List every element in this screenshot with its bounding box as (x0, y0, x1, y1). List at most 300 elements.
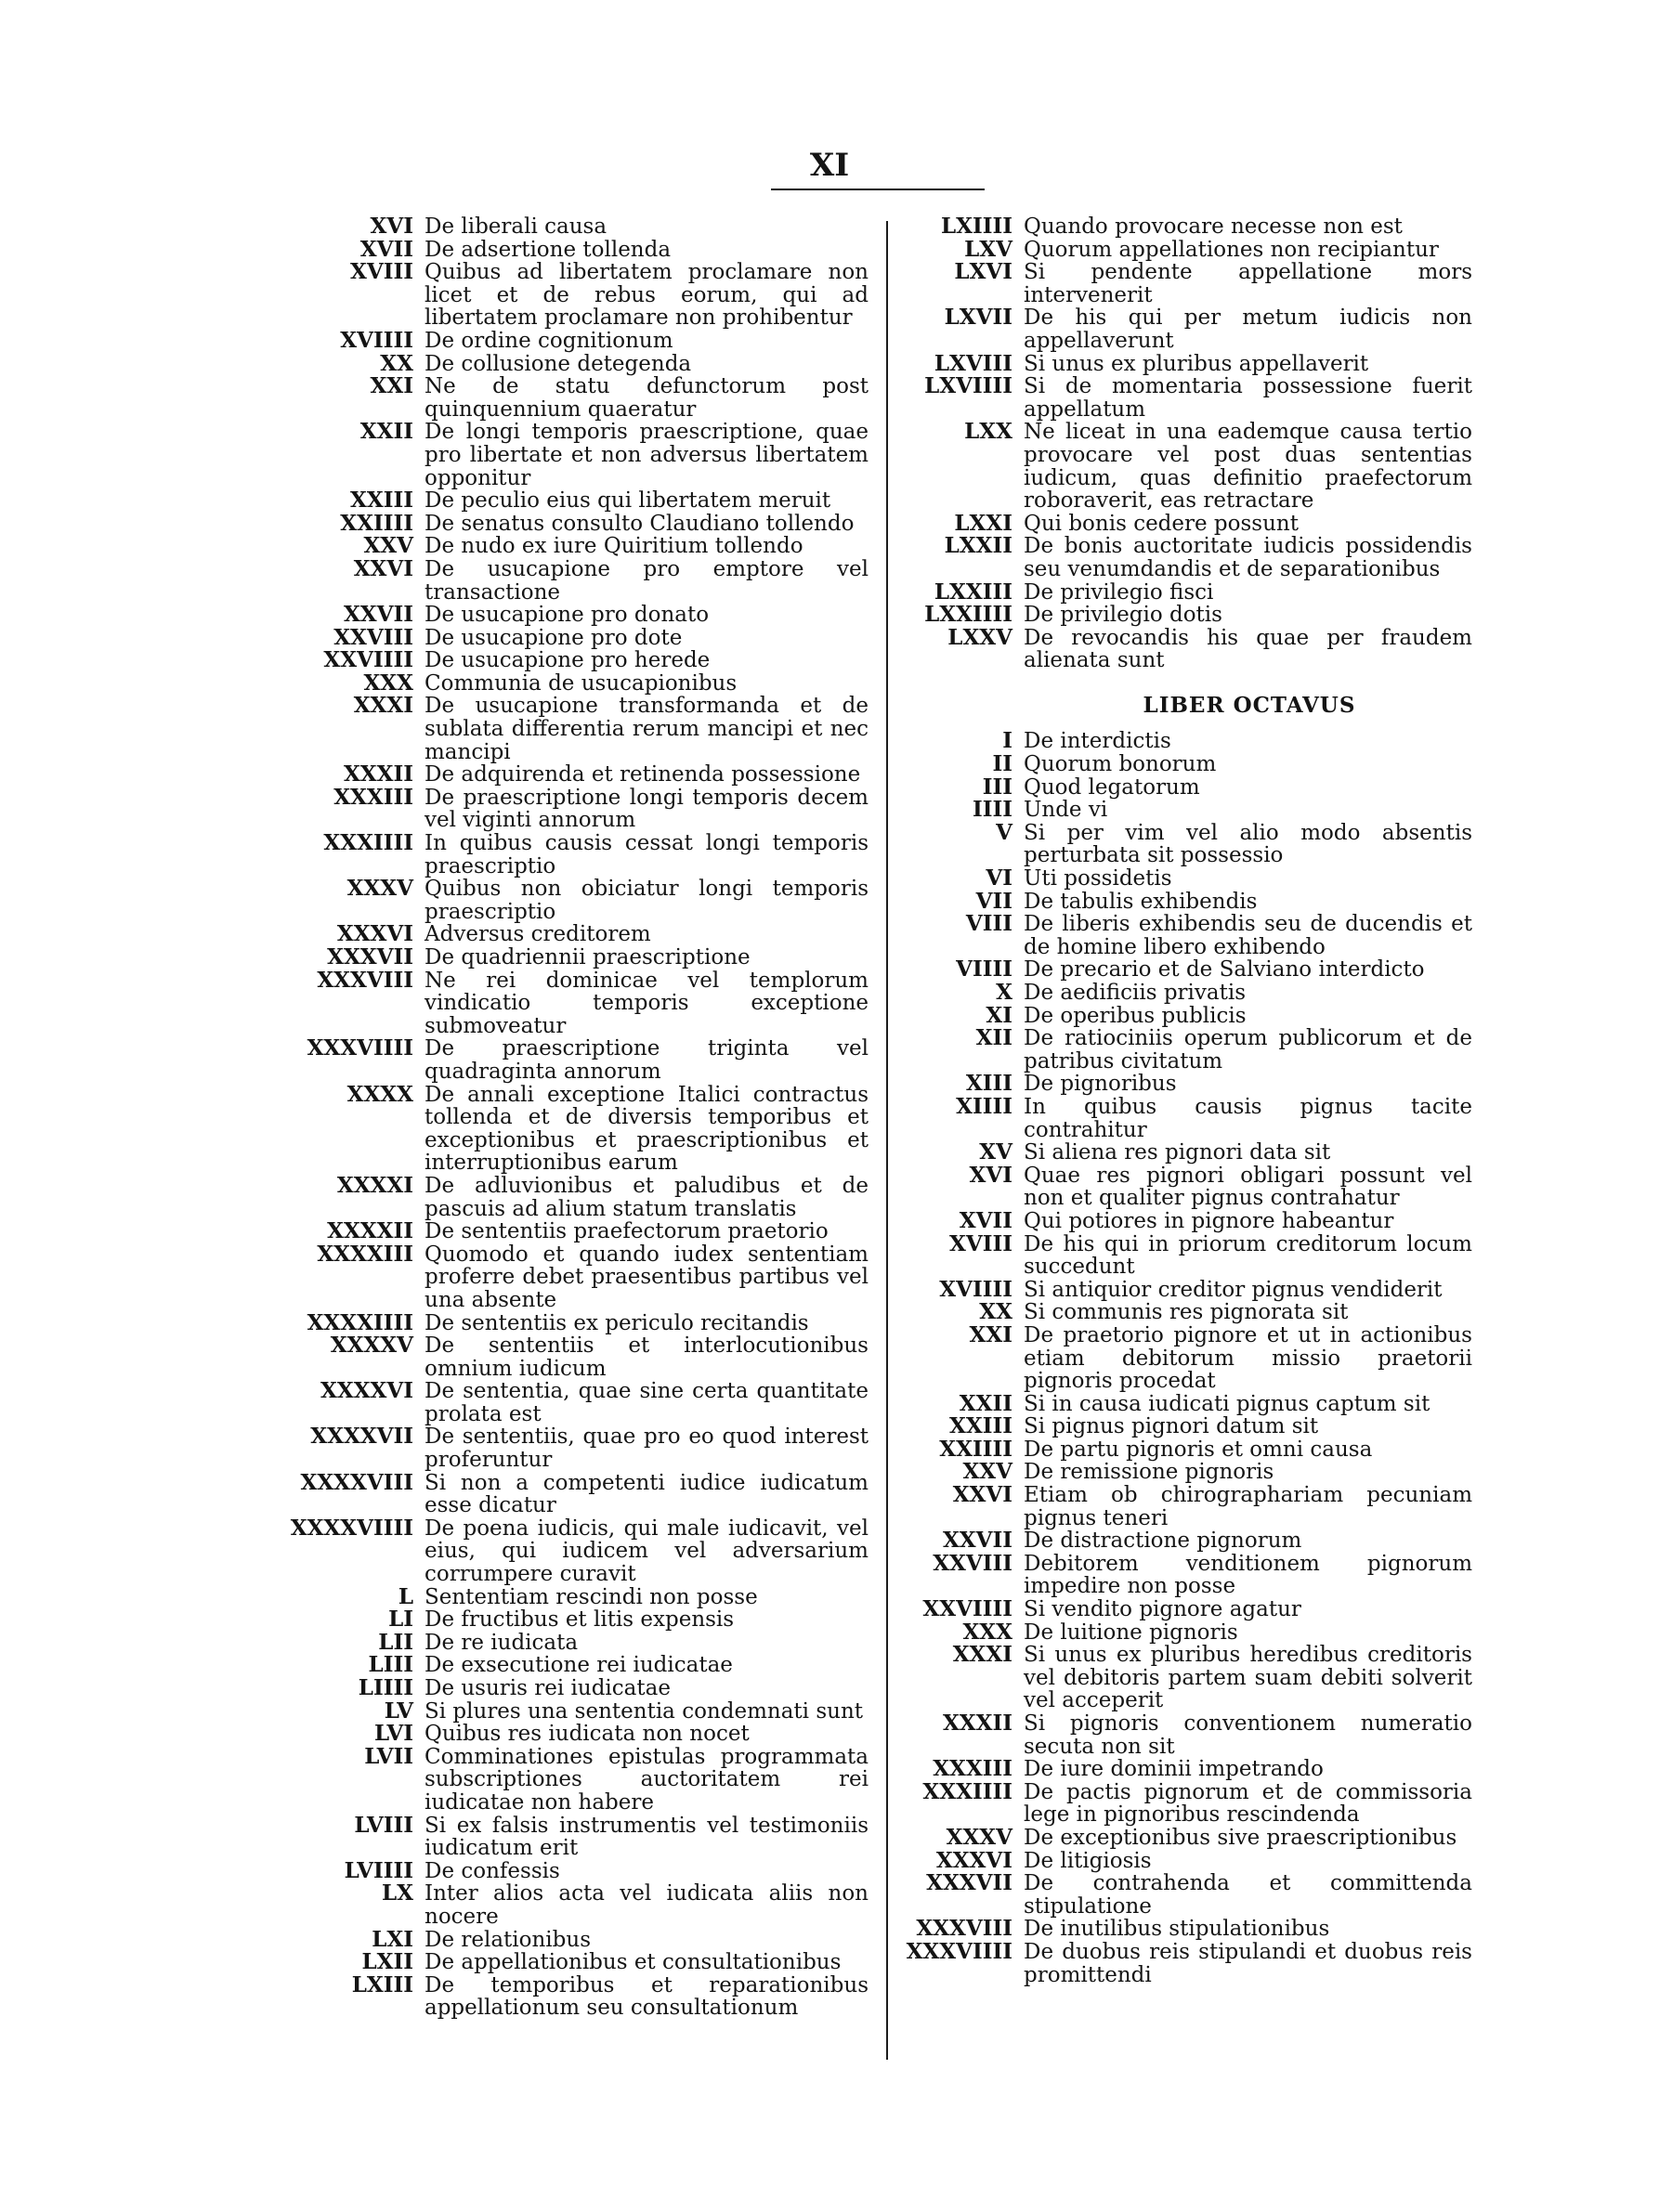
entry-number: XXII (359, 419, 413, 445)
entry-title: Si de momentaria possessione fuerit appellatum (1024, 374, 1472, 422)
entry-title: Si in causa iudicati pignus captum sit (1024, 1391, 1430, 1416)
entry-number: LXXV (947, 624, 1012, 650)
entry-title: Quibus non obiciatur longi temporis praescriptio (425, 877, 869, 924)
toc-entry (915, 1872, 1472, 1918)
entry-title: De annali exceptione Italici contractus tollenda et de diversis temporibus et exceptionibus et praescriptionibus et interruptionibus earum (425, 1082, 869, 1176)
toc-entry (279, 923, 869, 946)
entry-number: XIII (965, 1071, 1012, 1097)
right-column-top-list (915, 215, 1472, 672)
toc-entry (915, 1644, 1472, 1712)
entry-number: XXXXV (330, 1333, 413, 1359)
entry-number: XII (975, 1025, 1012, 1051)
entry-title: Si aliena res pignori data sit (1024, 1140, 1331, 1165)
entry-title: Unde vi (1024, 798, 1108, 823)
entry-number: XVIIII (340, 327, 413, 353)
entry-title: Si vendito pignore agatur (1024, 1597, 1301, 1622)
toc-entry (279, 1608, 869, 1632)
entry-number: XVIII (350, 259, 413, 285)
entry-number: XXVII (343, 602, 413, 628)
entry-title: De exsecutione rei iudicatae (425, 1653, 733, 1678)
entry-number: XI (986, 1002, 1012, 1028)
toc-entry (915, 1918, 1472, 1941)
toc-entry (915, 1438, 1472, 1462)
entry-number: XXV (363, 533, 413, 559)
entry-number: XXI (969, 1321, 1012, 1347)
toc-entry (279, 1334, 869, 1380)
entry-title: De sententiis et interlocutionibus omnium iudicum (425, 1334, 869, 1381)
right-column (906, 214, 1472, 1987)
entry-title: Qui bonis cedere possunt (1024, 511, 1299, 536)
entry-number: XXXVIIII (906, 1938, 1012, 1964)
entry-number: XV (979, 1139, 1012, 1165)
entry-number: XXXVIII (916, 1916, 1012, 1942)
entry-title: De duobus reis stipulandi et duobus reis promittendi (1024, 1939, 1472, 1987)
entry-title: De sententiis ex periculo recitandis (425, 1310, 809, 1335)
entry-number: XXXX (346, 1081, 413, 1107)
toc-entry (915, 1276, 1472, 1302)
toc-entry (915, 1778, 1472, 1828)
entry-number: XXXVIIII (307, 1035, 413, 1061)
toc-entry (915, 1141, 1472, 1165)
entry-number: XXVIIII (323, 647, 413, 673)
entry-title: De nudo ex iure Quiritium tollendo (425, 534, 803, 559)
toc-entry (915, 753, 1472, 776)
entry-title: De aedificiis privatis (1024, 981, 1246, 1005)
toc-entry (279, 421, 869, 489)
entry-number: XVI (969, 1162, 1012, 1188)
entry-title: De inutilibus stipulationibus (1024, 1917, 1330, 1942)
entry-title: De sententiis, quae pro eo quod interest proferuntur (425, 1425, 869, 1473)
entry-title: De praetorio pignore et ut in actionibus etiam debitorum missio praetorii pignoris procedat (1024, 1322, 1472, 1394)
entry-number: XXV (962, 1459, 1012, 1485)
entry-title: De usucapione pro emptore vel transactione (425, 556, 869, 605)
entry-number: XXXXIIII (307, 1309, 413, 1335)
toc-entry (915, 1207, 1472, 1233)
toc-entry (915, 604, 1472, 627)
entry-title: Etiam ob chirographariam pecuniam pignus teneri (1024, 1483, 1472, 1530)
toc-entry (279, 1882, 869, 1928)
toc-entry (915, 730, 1472, 753)
entry-title: Communia de usucapionibus (425, 670, 738, 696)
toc-entry (915, 1847, 1472, 1873)
toc-entry (915, 1230, 1472, 1280)
entry-title: Comminationes epistulas programmata subscriptiones auctoritatem rei iudicatae non habere (425, 1744, 869, 1815)
toc-entry (915, 1484, 1472, 1529)
entry-title: Si ex falsis instrumentis vel testimoniis iudicatum erit (425, 1813, 869, 1861)
entry-title: Si unus ex pluribus appellaverit (1024, 351, 1369, 376)
entry-title: De liberali causa (425, 215, 607, 239)
entry-title: De interdictis (1024, 729, 1171, 754)
entry-title: De quadriennii praescriptione (425, 945, 751, 969)
toc-entry (915, 913, 1472, 958)
entry-title: Uti possidetis (1024, 866, 1172, 891)
entry-title: Quomodo et quando iudex sententiam proferre debet praesentibus partibus vel una absente (425, 1242, 869, 1312)
entry-number: IIII (972, 797, 1012, 823)
entry-title: Si pignus pignori datum sit (1024, 1414, 1319, 1439)
toc-entry (915, 375, 1472, 421)
entry-title: Si plures una sententia condemnati sunt (425, 1698, 863, 1724)
entry-title: Sententiam rescindi non posse (425, 1584, 758, 1609)
toc-entry (279, 624, 869, 650)
entry-title: Debitorem venditionem pignorum impedire non posse (1024, 1551, 1472, 1599)
toc-entry (279, 1172, 869, 1221)
toc-entry (915, 306, 1472, 352)
entry-title: De temporibus et reparationibus appellationum seu consultationum (425, 1972, 869, 2021)
entry-number: XXXIIII (323, 830, 413, 856)
entry-title: De privilegio fisci (1024, 579, 1214, 605)
entry-number: XXIII (350, 488, 413, 514)
entry-number: LIII (368, 1652, 413, 1678)
entry-number: XVI (370, 214, 413, 239)
toc-entry (915, 1758, 1472, 1781)
toc-entry (279, 236, 869, 262)
entry-title: De ordine cognitionum (425, 328, 673, 353)
entry-title: Si communis res pignorata sit (1024, 1300, 1349, 1325)
entry-title: De fructibus et litis expensis (425, 1607, 735, 1633)
entry-number: II (992, 751, 1012, 777)
left-column (279, 215, 869, 2020)
toc-entry (279, 784, 869, 833)
toc-entry (915, 1529, 1472, 1553)
toc-entry (915, 1621, 1472, 1645)
toc-entry (279, 695, 869, 763)
header-rule (771, 189, 985, 190)
toc-entry (915, 1093, 1472, 1142)
toc-entry (279, 649, 869, 672)
entry-number: LII (378, 1629, 413, 1655)
entry-number: XXXII (343, 761, 413, 787)
entry-title: De sententiis praefectorum praetorio (425, 1219, 829, 1244)
toc-entry (915, 982, 1472, 1005)
entry-number: XVIIII (939, 1276, 1012, 1302)
toc-entry (279, 878, 869, 923)
toc-entry (279, 1243, 869, 1312)
entry-number: LXIIII (940, 214, 1012, 239)
toc-entry (915, 261, 1472, 306)
toc-entry (915, 1712, 1472, 1758)
entry-title: De adquirenda et retinenda possessione (425, 762, 861, 787)
entry-title: De luitione pignoris (1024, 1620, 1238, 1645)
entry-title: De poena iudicis, qui male iudicavit, vel eius, qui iudicem vel adversarium corrumpere curavit (425, 1516, 869, 1587)
entry-title: Qui potiores in pignore habeantur (1024, 1208, 1394, 1233)
entry-number: XXX (363, 670, 413, 696)
entry-number: III (982, 774, 1012, 800)
entry-number: XXVI (952, 1482, 1012, 1508)
entry-number: XXXXVIIII (290, 1515, 413, 1541)
book-heading: LIBER OCTAVUS (1143, 692, 1356, 718)
entry-title: Si antiquior creditor pignus vendiderit (1024, 1277, 1443, 1302)
entry-number: LI (388, 1607, 413, 1633)
entry-number: XXXV (346, 876, 413, 902)
entry-title: De tabulis exhibendis (1024, 889, 1258, 914)
toc-entry (279, 1812, 869, 1861)
entry-number: XVII (359, 236, 413, 262)
toc-entry (279, 350, 869, 376)
entry-number: XXVIII (333, 624, 413, 650)
entry-title: Ne de statu defunctorum post quinquennium quaeratur (425, 374, 869, 422)
entry-title: De peculio eius qui libertatem meruit (425, 488, 831, 514)
column-divider (886, 221, 888, 2060)
entry-number: XXXVII (327, 944, 413, 969)
entry-title: Quorum bonorum (1024, 752, 1217, 777)
entry-number: LVII (364, 1743, 413, 1769)
toc-entry (279, 1951, 869, 1974)
entry-number: XVIII (949, 1230, 1012, 1256)
entry-number: LXVIIII (924, 373, 1012, 399)
toc-entry (279, 1425, 869, 1471)
toc-entry (915, 1461, 1472, 1484)
entry-title: De liberis exhibendis seu de ducendis et de homine libero exhibendo (1024, 912, 1472, 959)
toc-entry (915, 1824, 1472, 1850)
entry-number: XXXXII (327, 1218, 413, 1244)
toc-entry (279, 510, 869, 536)
toc-entry (915, 888, 1472, 914)
toc-entry (915, 958, 1472, 982)
toc-entry (915, 1162, 1472, 1211)
entry-number: XXIIII (939, 1436, 1012, 1462)
toc-entry (279, 969, 869, 1038)
entry-title: De usucapione pro donato (425, 603, 710, 628)
right-column-book-list (906, 728, 1472, 1987)
toc-entry (279, 604, 869, 627)
toc-entry (279, 1700, 869, 1724)
entry-number: XXXIII (933, 1756, 1012, 1782)
toc-entry (915, 867, 1472, 891)
entry-title: Inter alios acta vel iudicata aliis non nocere (425, 1881, 869, 1929)
entry-title: De praescriptione triginta vel quadraginta annorum (425, 1036, 869, 1084)
toc-entry (279, 1380, 869, 1425)
toc-entry (906, 1938, 1472, 1987)
toc-entry (915, 581, 1472, 605)
entry-title: De bonis auctoritate iudicis possidendis seu venumdandis et de separationibus (1024, 534, 1472, 581)
entry-number: XXVI (353, 555, 413, 581)
entry-number: LXVII (944, 305, 1012, 331)
entry-title: Si unus ex pluribus heredibus creditoris vel debitoris partem suam debiti solverit vel acceperit (1024, 1643, 1472, 1713)
toc-entry (279, 1220, 869, 1243)
toc-entry (915, 1390, 1472, 1416)
entry-title: De privilegio dotis (1024, 603, 1222, 628)
entry-title: De pignoribus (1024, 1072, 1177, 1097)
entry-number: L (398, 1583, 413, 1609)
toc-entry (279, 1629, 869, 1655)
entry-number: XXI (370, 373, 413, 399)
entry-title: De longi temporis praescriptione, quae pro libertate et non adversus libertatem opponitur (425, 420, 869, 490)
entry-number: XXXXVII (310, 1424, 413, 1450)
entry-title: In quibus causis pignus tacite contrahitur (1024, 1094, 1472, 1142)
entry-number: XXVIIII (922, 1596, 1012, 1622)
entry-number: VIIII (956, 956, 1012, 982)
entry-number: XXXVII (926, 1870, 1012, 1896)
entry-number: VIII (965, 911, 1012, 937)
entry-number: LXI (372, 1926, 413, 1952)
toc-entry (279, 763, 869, 787)
toc-entry (279, 1743, 869, 1815)
toc-entry (915, 535, 1472, 580)
entry-title: Quorum appellationes non recipiantur (1024, 237, 1439, 262)
entry-title: De exceptionibus sive praescriptionibus (1024, 1825, 1457, 1850)
toc-entry (279, 832, 869, 878)
toc-entry (279, 1926, 869, 1952)
entry-number: XXXXI (336, 1172, 413, 1198)
entry-number: XXVIII (933, 1550, 1012, 1576)
entry-title: Quibus ad libertatem proclamare non licet et de rebus eorum, qui ad libertatem proclamare non prohibentur (425, 260, 869, 331)
entry-number: XXXXVI (320, 1378, 413, 1404)
toc-entry (915, 1027, 1472, 1073)
entry-number: LXV (964, 236, 1012, 262)
toc-entry (915, 819, 1472, 868)
entry-number: XXXIIII (922, 1778, 1012, 1804)
entry-title: Ne liceat in una eademque causa tertio provocare vel post duas sententias iudicum, quas definitio praefectorum roboraverit, eas retractare (1024, 420, 1472, 514)
entry-number: LXXII (944, 533, 1012, 559)
toc-entry (279, 1971, 869, 2021)
toc-entry (915, 1598, 1472, 1621)
toc-entry (915, 1415, 1472, 1438)
entry-number: XXXIII (333, 784, 413, 810)
toc-entry (915, 776, 1472, 800)
entry-title: Si per vim vel alio modo absentis perturbata sit possessio (1024, 820, 1472, 868)
entry-number: XXXVI (336, 921, 413, 947)
entry-title: De re iudicata (425, 1630, 579, 1655)
entry-number: XXXI (952, 1642, 1012, 1668)
entry-title: Quod legatorum (1024, 774, 1200, 800)
entry-number: LV (384, 1698, 413, 1724)
toc-entry (279, 1723, 869, 1746)
entry-title: De confessis (425, 1858, 560, 1883)
entry-number: LIIII (358, 1675, 413, 1700)
entry-title: De remissione pignoris (1024, 1460, 1274, 1485)
entry-title: De litigiosis (1024, 1848, 1152, 1873)
entry-title: De precario et de Salviano interdicto (1024, 957, 1425, 982)
toc-entry (279, 1677, 869, 1700)
toc-entry (915, 421, 1472, 512)
page-number: XI (809, 147, 850, 184)
entry-title: Ne rei dominicae vel templorum vindicatio temporis exceptione submoveatur (425, 968, 869, 1038)
toc-entry (279, 1037, 869, 1083)
toc-entry (279, 1469, 869, 1518)
entry-number: LVIIII (344, 1857, 413, 1883)
entry-title: De appellationibus et consultationibus (425, 1950, 842, 1975)
entry-number: LXIII (351, 1971, 413, 1997)
entry-number: XXXVIII (317, 967, 413, 993)
entry-number: LXVI (954, 259, 1012, 285)
entry-title: De senatus consulto Claudiano tollendo (425, 511, 855, 536)
entry-title: De distractione pignorum (1024, 1529, 1302, 1554)
entry-number: XXXVI (935, 1847, 1012, 1873)
toc-entry (915, 1301, 1472, 1324)
toc-entry (915, 215, 1472, 239)
toc-entry (915, 350, 1472, 376)
entry-number: XXVII (942, 1528, 1012, 1554)
entry-number: LXVIII (934, 350, 1012, 376)
entry-title: Adversus creditorem (425, 922, 651, 947)
entry-number: XXIIII (340, 510, 413, 536)
toc-entry (279, 1583, 869, 1609)
entry-number: I (1002, 728, 1012, 754)
toc-entry (279, 375, 869, 421)
entry-number: LVI (373, 1721, 413, 1747)
entry-title: Quando provocare necesse non est (1024, 215, 1403, 239)
entry-title: De adluvionibus et paludibus et de pascuis ad alium statum translatis (425, 1173, 869, 1221)
toc-entry (915, 1321, 1472, 1394)
entry-title: De usucapione pro herede (425, 648, 711, 673)
entry-number: XX (380, 350, 413, 376)
entry-number: XX (979, 1299, 1012, 1325)
entry-number: XXXXVIII (300, 1469, 413, 1495)
entry-title: Quibus res iudicata non nocet (425, 1722, 750, 1747)
toc-entry (915, 510, 1472, 536)
entry-title: De usucapione transformanda et de sublata differentia rerum mancipi et nec mancipi (425, 694, 869, 764)
entry-number: VII (975, 888, 1012, 914)
entry-title: De his qui per metum iudicis non appellaverunt (1024, 306, 1472, 353)
entry-number: V (996, 819, 1012, 845)
toc-entry (279, 1857, 869, 1883)
entry-number: XVII (959, 1207, 1012, 1233)
entry-title: De ratiociniis operum publicorum et de patribus civitatum (1024, 1026, 1472, 1073)
entry-title: Si pignoris conventionem numeratio secuta non sit (1024, 1711, 1472, 1759)
entry-number: XXII (959, 1390, 1012, 1416)
toc-entry (279, 535, 869, 558)
entry-title: De adsertione tollenda (425, 237, 672, 262)
entry-number: X (996, 980, 1012, 1005)
entry-title: De pactis pignorum et de commissoria lege in pignoribus rescindenda (1024, 1779, 1472, 1828)
toc-entry (915, 1550, 1472, 1599)
entry-number: XXXI (353, 693, 413, 719)
toc-entry (279, 1309, 869, 1335)
entry-number: VI (986, 865, 1012, 891)
entry-title: De iure dominii impetrando (1024, 1757, 1324, 1782)
toc-entry (279, 327, 869, 353)
entry-number: LXII (361, 1949, 413, 1975)
entry-number: LXXIII (934, 579, 1012, 605)
toc-entry (915, 1002, 1472, 1028)
entry-number: XXXII (942, 1711, 1012, 1736)
toc-entry (279, 1081, 869, 1176)
toc-entry (915, 799, 1472, 822)
toc-entry (279, 1517, 869, 1586)
entry-title: De praescriptione longi temporis decem vel viginti annorum (425, 785, 869, 833)
entry-title: Quae res pignori obligari possunt vel non et qualiter pignus contrahatur (1024, 1163, 1472, 1211)
toc-entry (915, 236, 1472, 262)
entry-title: De contrahenda et committenda stipulatione (1024, 1871, 1472, 1919)
entry-title: De revocandis his quae per fraudem alienata sunt (1024, 625, 1472, 673)
toc-entry (279, 215, 869, 239)
entry-number: XXXXIII (317, 1241, 413, 1267)
toc-entry (279, 1654, 869, 1677)
entry-title: De his qui in priorum creditorum locum succedunt (1024, 1231, 1472, 1280)
entry-title: De usuris rei iudicatae (425, 1676, 671, 1700)
entry-number: LX (381, 1880, 413, 1906)
entry-title: De operibus publicis (1024, 1003, 1247, 1028)
toc-entry (279, 261, 869, 330)
toc-entry (279, 555, 869, 605)
entry-number: LVIII (354, 1812, 413, 1838)
entry-number: LXX (964, 419, 1012, 445)
entry-title: Si non a competenti iudice iudicatum esse dicatur (425, 1470, 869, 1518)
toc-entry (279, 489, 869, 513)
entry-title: In quibus causis cessat longi temporis praescriptio (425, 831, 869, 878)
entry-title: De partu pignoris et omni causa (1024, 1437, 1373, 1462)
entry-number: XIIII (956, 1093, 1012, 1119)
entry-title: Si pendente appellatione mors intervenerit (1024, 260, 1472, 307)
entry-title: De usucapione pro dote (425, 625, 683, 650)
toc-entry (915, 1073, 1472, 1096)
entry-title: De relationibus (425, 1927, 591, 1952)
entry-title: De collusione detegenda (425, 351, 692, 376)
toc-entry (279, 672, 869, 696)
toc-entry (279, 946, 869, 969)
entry-number: XXXV (946, 1824, 1012, 1850)
toc-entry (915, 624, 1472, 673)
